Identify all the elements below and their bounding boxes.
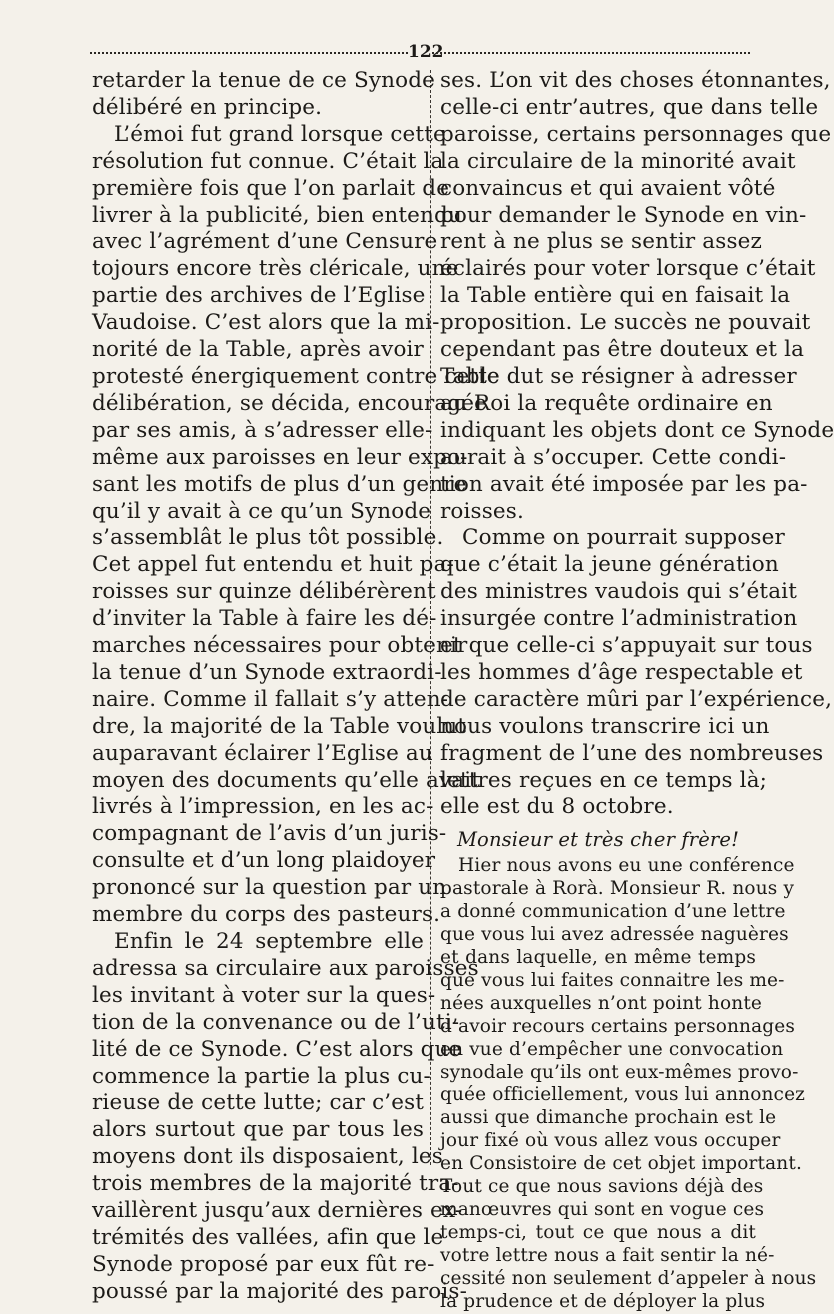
text-line: lettres reçues en ce temps là; xyxy=(440,767,768,793)
text-line: insurgée contre l’administration xyxy=(440,606,798,632)
letter-line: que vous lui faites connaitre les me- xyxy=(440,969,785,991)
text-line: Comme on pourrait supposer xyxy=(462,525,785,551)
text-line: tion avait été imposée par les pa- xyxy=(440,471,808,497)
text-line: cependant pas être douteux et la xyxy=(440,337,805,363)
text-line: membre du corps des pasteurs. xyxy=(92,902,441,928)
letter-line: cessité non seulement d’appeler à nous xyxy=(440,1267,817,1289)
text-line: éclairés pour voter lorsque c’était xyxy=(440,256,816,282)
letter-line: Hier nous avons eu une conférence xyxy=(458,855,795,877)
text-line: aurait à s’occuper. Cette condi- xyxy=(440,444,787,470)
letter-line: votre lettre nous a fait sentir la né- xyxy=(440,1244,775,1266)
text-line: Enfin le 24 septembre elle xyxy=(114,929,424,954)
text-line: rieuse de cette lutte; car c’est xyxy=(92,1090,425,1116)
text-line: même aux paroisses en leur expo- xyxy=(92,444,468,470)
letter-line: temps-ci, tout ce que nous a dit xyxy=(440,1221,756,1243)
text-line: roisses. xyxy=(440,498,524,524)
text-line: trois membres de la majorité tra- xyxy=(92,1171,459,1197)
text-line: alors surtout que par tous les xyxy=(92,1117,424,1143)
text-line: pour demander le Synode en vin- xyxy=(440,202,807,228)
text-line: la tenue d’un Synode extraordi- xyxy=(92,659,442,685)
text-line: L’émoi fut grand lorsque cette xyxy=(114,121,446,147)
text-line: les hommes d’âge respectable et xyxy=(440,659,803,685)
header-rule-left xyxy=(90,52,408,54)
text-line: dre, la majorité de la Table voulut xyxy=(92,713,467,739)
text-line: marches nécessaires pour obtenir xyxy=(92,633,468,659)
text-line: de caractère mûri par l’expérience, xyxy=(440,686,833,712)
text-line: trémités des vallées, afin que le xyxy=(92,1224,444,1250)
text-line: consulte et d’un long plaidoyer xyxy=(92,848,436,874)
text-line: délibération, se décida, encouragée xyxy=(92,390,488,416)
text-line: elle est du 8 octobre. xyxy=(440,794,674,820)
text-line: tojours encore très cléricale, une xyxy=(92,256,459,282)
letter-line: jour fixé où vous allez vous occuper xyxy=(440,1130,781,1152)
letter-excerpt xyxy=(440,855,817,1313)
text-line: fragment de l’une des nombreuses xyxy=(440,740,824,766)
text-line: que c’était la jeune génération xyxy=(440,552,779,578)
text-line: Synode proposé par eux fût re- xyxy=(92,1251,435,1277)
text-line: résolution fut connue. C’était la xyxy=(92,148,444,174)
text-line: s’assemblât le plus tôt possible. xyxy=(92,525,444,551)
letter-line: en Consistoire de cet objet important. xyxy=(440,1153,802,1175)
text-line: compagnant de l’avis d’un juris- xyxy=(92,821,447,847)
letter-line: pastorale à Rorà. Monsieur R. nous y xyxy=(440,878,795,900)
text-line: auparavant éclairer l’Eglise au xyxy=(92,740,433,766)
letter-line: quée officiellement, vous lui annoncez xyxy=(440,1084,806,1106)
text-line: avec l’agrément d’une Censure xyxy=(92,229,438,255)
text-line: partie des archives de l’Eglise xyxy=(92,283,426,309)
text-line: Cet appel fut entendu et huit pa- xyxy=(92,552,454,578)
text-line: naire. Comme il fallait s’y atten- xyxy=(92,686,449,712)
letter-line: que vous lui avez adressée naguères xyxy=(440,924,789,946)
letter-line: a donné communication d’une lettre xyxy=(440,901,786,923)
text-line: d’inviter la Table à faire les dé- xyxy=(92,606,437,632)
header-rule-right xyxy=(432,52,750,54)
letter-line: synodale qu’ils ont eux-mêmes provo- xyxy=(440,1061,799,1083)
text-line: norité de la Table, après avoir xyxy=(92,337,424,363)
page-header xyxy=(90,40,750,64)
text-line: qu’il y avait à ce qu’un Synode xyxy=(92,498,432,524)
text-line: livrer à la publicité, bien entendu xyxy=(92,202,462,228)
text-line: prononcé sur la question par un xyxy=(92,875,447,901)
text-line: sant les motifs de plus d’un genre xyxy=(92,471,467,497)
text-line: au Roi la requête ordinaire en xyxy=(440,390,773,416)
text-line: les invitant à voter sur la ques- xyxy=(92,982,436,1008)
letter-line: et dans laquelle, en même temps xyxy=(440,947,756,968)
text-line: la Table entière qui en faisait la xyxy=(440,283,791,309)
letter-line: nées auxquelles n’ont point honte xyxy=(440,992,763,1014)
letter-line: Tout ce que nous savions déjà des xyxy=(440,1176,764,1198)
letter-line: aussi que dimanche prochain est le xyxy=(440,1107,777,1129)
text-line: celle-ci entr’autres, que dans telle xyxy=(440,94,819,120)
text-line: commence la partie la plus cu- xyxy=(92,1063,431,1089)
text-line: Table dut se résigner à adresser xyxy=(440,363,797,389)
text-line: moyens dont ils disposaient, les xyxy=(92,1144,443,1170)
text-line: nous voulons transcrire ici un xyxy=(440,713,770,739)
text-line: indiquant les objets dont ce Synode xyxy=(440,417,834,443)
text-line: vaillèrent jusqu’aux dernières ex- xyxy=(92,1198,463,1224)
text-line: par ses amis, à s’adresser elle- xyxy=(92,417,433,443)
letter-salutation: Monsieur et très cher frère! xyxy=(456,828,740,852)
page-number: 122 xyxy=(408,42,444,62)
text-line: la circulaire de la minorité avait xyxy=(440,148,796,174)
text-line: poussé par la majorité des parois- xyxy=(92,1278,467,1304)
letter-line: d’avoir recours certains personnages xyxy=(440,1015,796,1037)
text-line: livrés à l’impression, en les ac- xyxy=(92,794,434,820)
text-line: des ministres vaudois qui s’était xyxy=(440,579,797,605)
text-line: et que celle-ci s’appuyait sur tous xyxy=(440,633,813,659)
left-column xyxy=(92,68,500,1306)
text-line: lité de ce Synode. C’est alors que xyxy=(92,1036,462,1062)
text-line: adressa sa circulaire aux paroisses xyxy=(92,955,479,981)
text-line: convaincus et qui avaient vôté xyxy=(440,175,776,201)
letter-line: en vue d’empêcher une convocation xyxy=(440,1038,784,1060)
text-line: paroisse, certains personnages que xyxy=(440,121,832,147)
text-line: retarder la tenue de ce Synode xyxy=(92,68,436,93)
text-line: proposition. Le succès ne pouvait xyxy=(440,310,811,336)
text-line: tion de la convenance ou de l’uti- xyxy=(92,1009,460,1035)
letter-line: manœuvres qui sont en vogue ces xyxy=(440,1198,765,1220)
text-line: rent à ne plus se sentir assez xyxy=(440,229,762,255)
text-line: Vaudoise. C’est alors que la mi- xyxy=(92,310,440,336)
right-column xyxy=(440,68,834,1314)
letter-line: la prudence et de déployer la plus xyxy=(440,1290,766,1312)
text-line: moyen des documents qu’elle avait xyxy=(92,767,481,793)
text-line: roisses sur quinze délibérèrent xyxy=(92,579,436,605)
text-line: protesté énergiquement contre cette xyxy=(92,363,500,389)
text-line: première fois que l’on parlait de xyxy=(92,175,450,201)
text-line: ses. L’on vit des choses étonnantes, xyxy=(440,68,831,93)
text-line: délibéré en principe. xyxy=(92,94,323,120)
